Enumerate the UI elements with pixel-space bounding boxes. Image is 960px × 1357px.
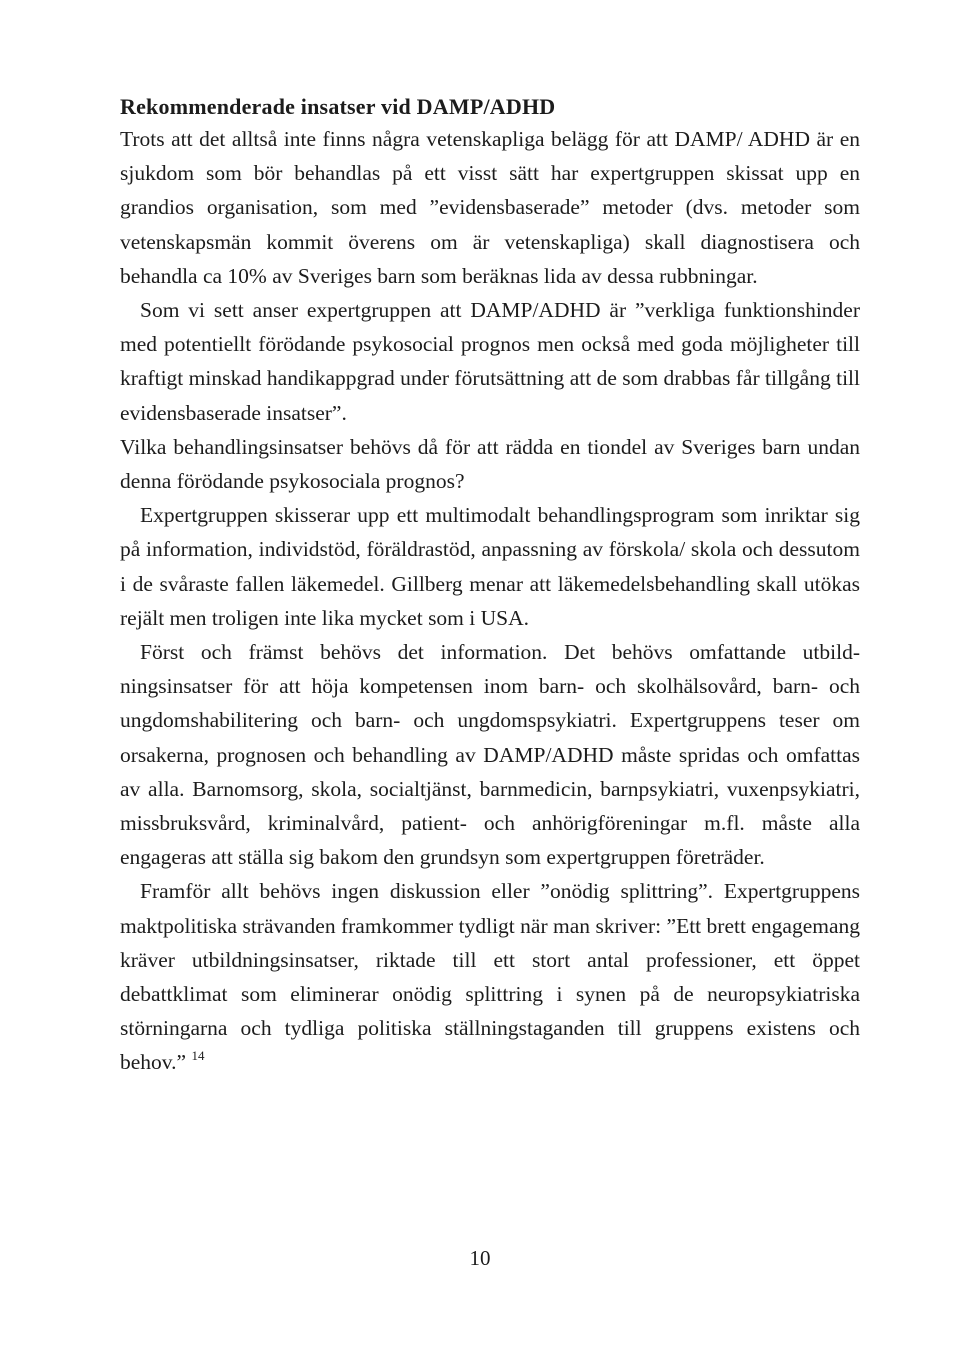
paragraph-4: Expertgruppen skisserar upp ett multimodalt behandlingsprogram som inriktar sig på information, individstöd, föräldrastöd, anpassning av förskola/ skola och dessutom i de svåraste fallen läkemedel. Gillberg menar att läkemedelsbehandling skall utökas rejält men troligen inte lika mycket som i USA. xyxy=(120,503,860,630)
footnote-reference: 14 xyxy=(191,1048,205,1064)
paragraph-6-text: Framför allt behövs ingen diskussion eller ”onödig splittring”. Expertgruppens maktpolitiska strävanden framkommer tydligt när man skriver: ”Ett brett engagemang kräver utbildningsinsatser, riktade till ett stort antal professioner, ett öppet debattklimat som eliminerar onödig splittring i synen på de neuropsykiatriska störningarna och tydliga politiska ställningstaganden till gruppens existens och behov.” xyxy=(120,879,860,1075)
section-heading: Rekommenderade insatser vid DAMP/ADHD xyxy=(120,94,556,119)
paragraph-1: Trots att det alltså inte finns några vetenskapliga belägg för att DAMP/ ADHD är en sjukdom som bör behandlas på ett visst sätt har expertgruppen skissat upp en grandios organisation, som med ”evidensbaserade” metoder (dvs. metoder som vetenskapsmän kommit överens om är vetenskapliga) skall diagnostisera och behandla ca 10% av Sveriges barn som beräknas lida av dessa rubbningar. xyxy=(120,127,860,288)
paragraph-3: Vilka behandlingsinsatser behövs då för att rädda en tiondel av Sveriges barn undan denna förödande psykosociala prognos? xyxy=(120,434,860,494)
paragraph-2: Som vi sett anser expertgruppen att DAMP/ADHD är ”verkliga funktionshinder med potentiellt förödande psykosocial prognos men också med goda möjligheter till kraftigt minskad handikappgrad under förutsättning att de som drabbas får tillgång till evidensbaserade insatser”. xyxy=(120,298,860,425)
paragraph-5: Först och främst behövs det information. Det behövs omfattande utbildningsinsatser för att höja kompetensen inom barn- och skolhälsovård, barn- och ungdomshabilitering och barn- och ungdomspsykiatri. Expertgruppens teser om orsakerna, prognosen och behandling av DAMP/ADHD måste spridas och omfattas av alla. Barnomsorg, skola, socialtjänst, barnmedicin, barnpsykiatri, vuxenpsykiatri, missbruksvård, kriminalvård, patient- och anhörigföreningar m.fl. måste alla engageras att ställa sig bakom den grundsyn som expertgruppen företräder. xyxy=(120,640,860,870)
paragraph-6 xyxy=(120,874,860,1079)
document-body xyxy=(120,92,860,1080)
page-number: 10 xyxy=(469,1246,491,1270)
